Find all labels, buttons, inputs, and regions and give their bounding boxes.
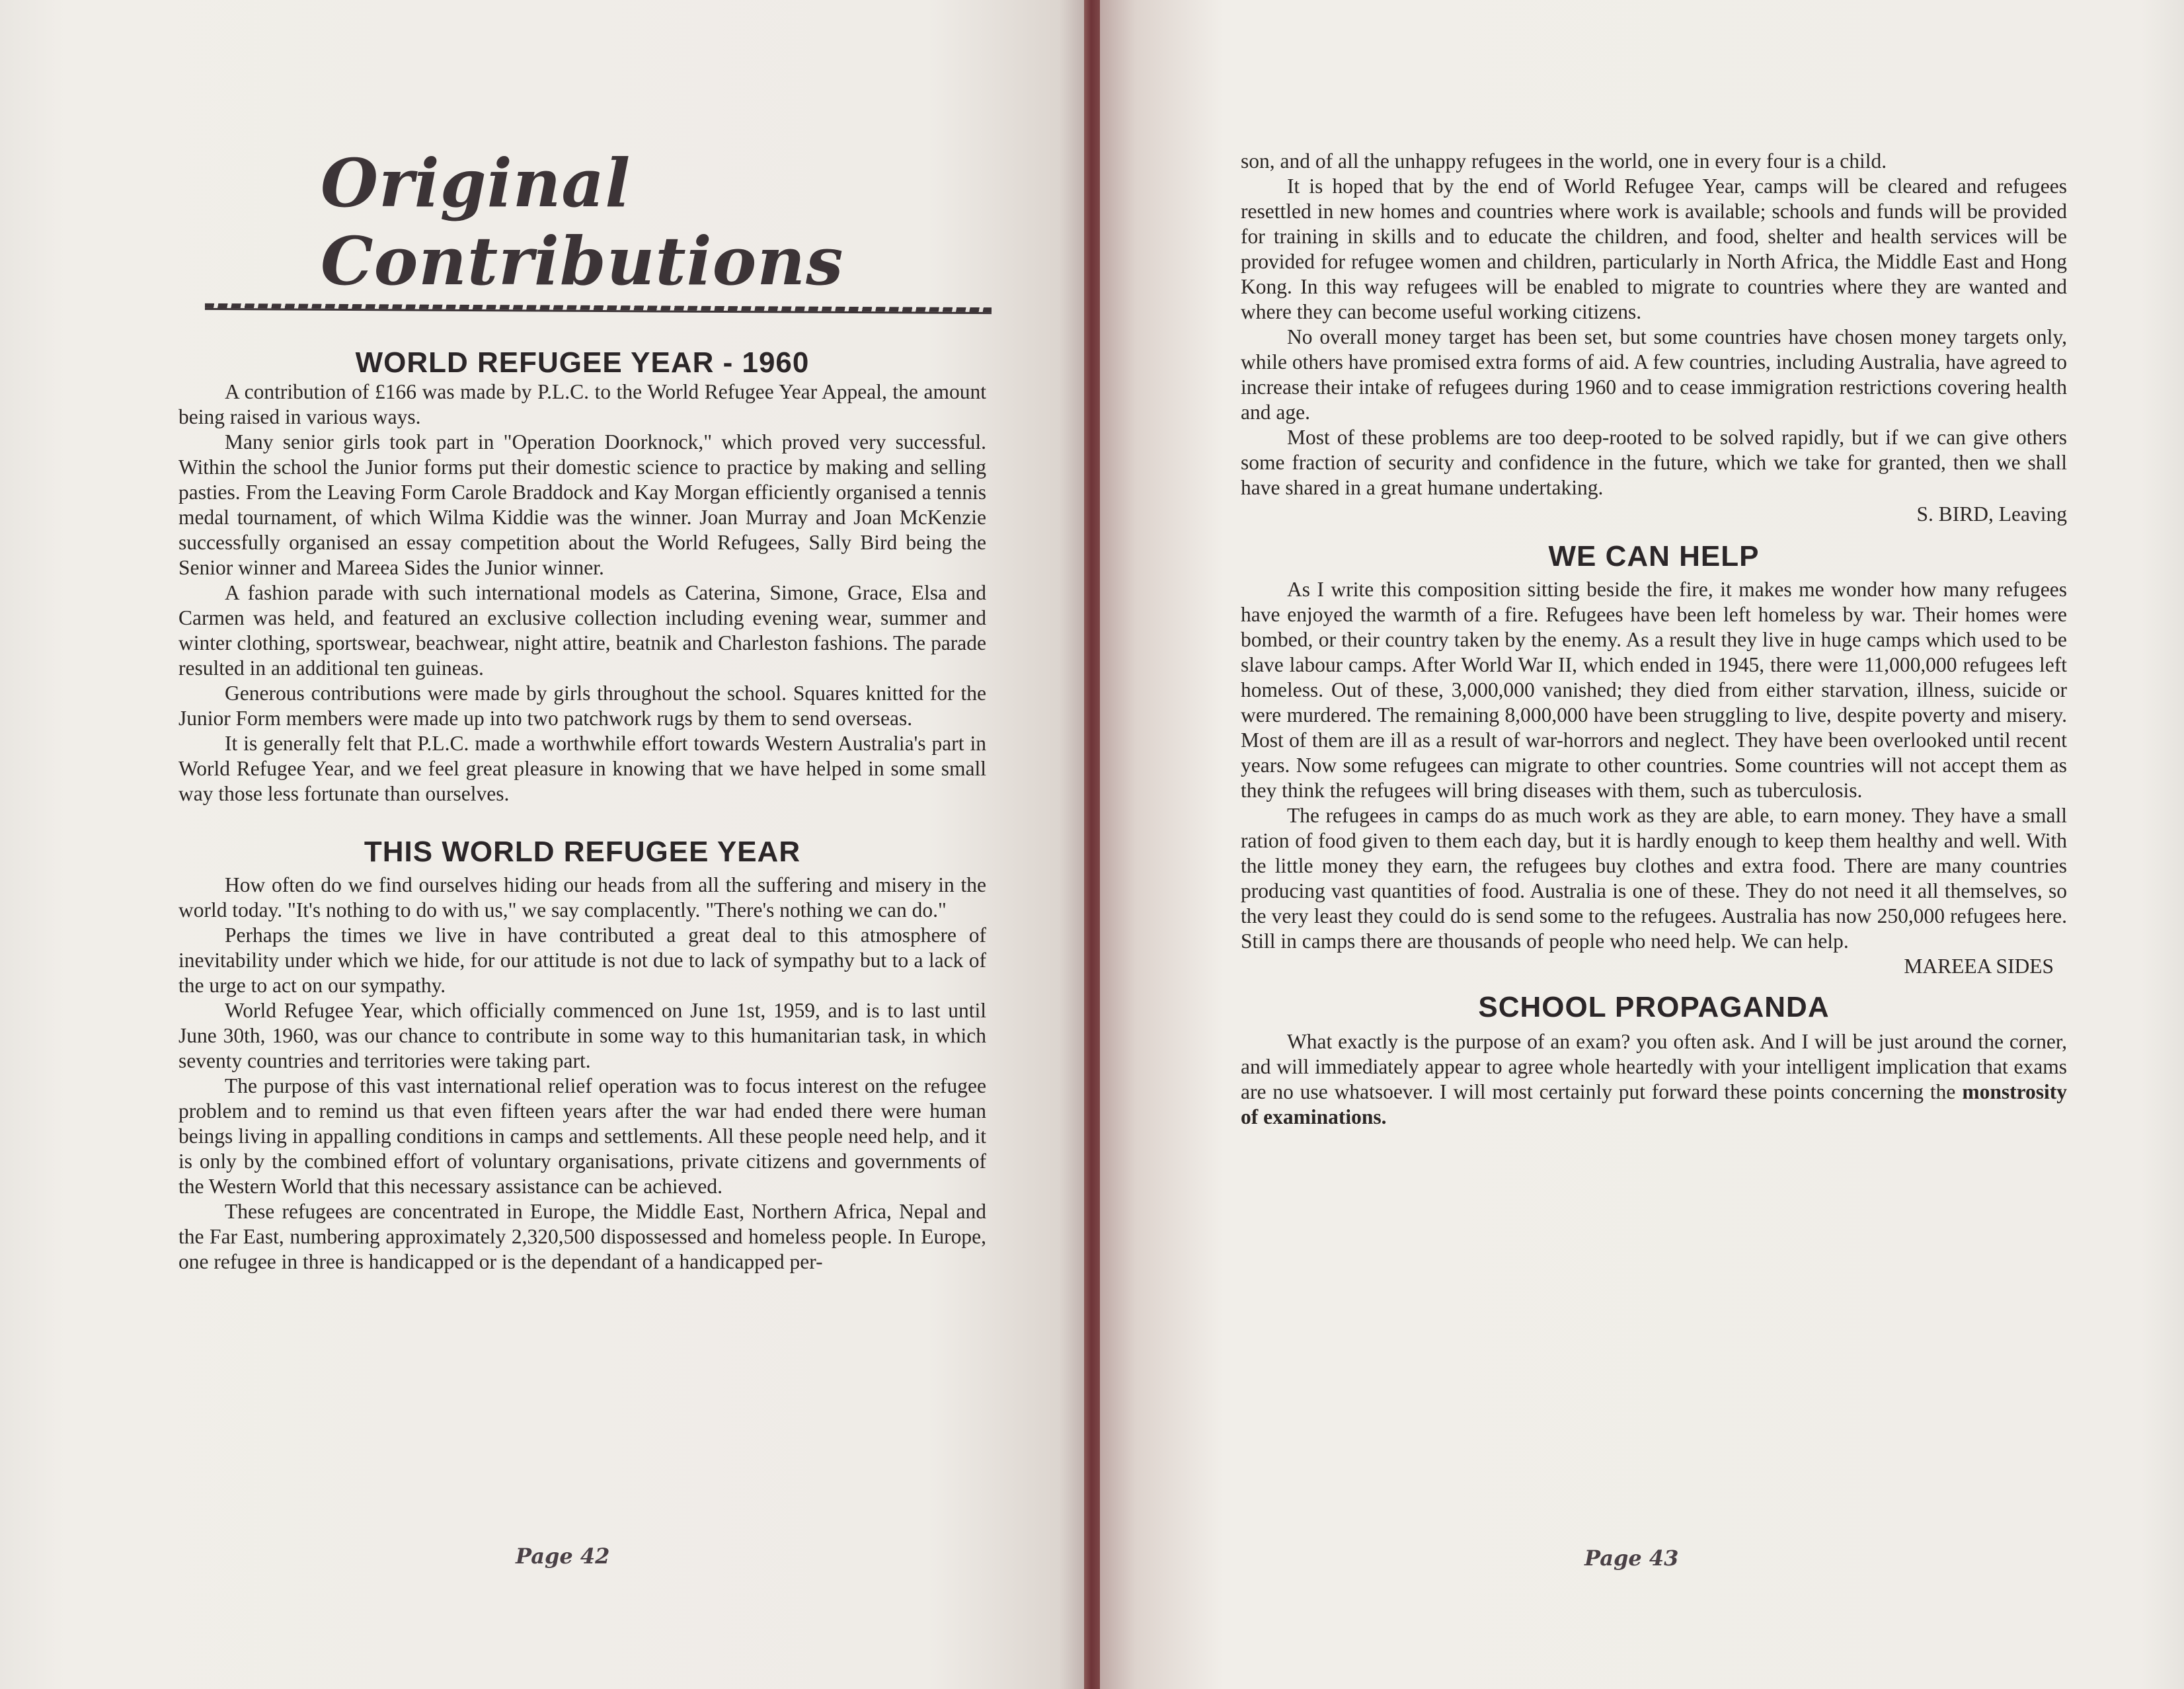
paragraph [1241, 1029, 2067, 1130]
section-heading: Original Contributions [321, 144, 844, 300]
page-number: Page 42 [516, 1544, 610, 1569]
paragraph: The purpose of this vast international relief operation was to focus interest on the refugee problem and to remind us that even fifteen years after the war had ended there were human beings living in appalling conditions in camps and settlements. All these people need help, and it is only by the combined effort of voluntary organisations, private citizens and governments of the Western World that this necessary assistance can be achieved. [178, 1074, 986, 1198]
paragraph: No overall money target has been set, but some countries have chosen money targets only, while others have promised extra forms of aid. A few countries, including Australia, have agreed to increase their intake of refugees during 1960 and to cease immigration restrictions covering health and age. [1241, 325, 2067, 424]
paragraph: How often do we find ourselves hiding our heads from all the suffering and misery in the world today. "It's nothing to do with us," we say complacently. "There's nothing we can do." [178, 873, 986, 922]
paragraph: As I write this composition sitting beside the fire, it makes me wonder how many refugees have enjoyed the warmth of a fire. Refugees have been left homeless by war. Their homes were bombed, or their country taken by the enemy. As a result they live in huge camps which used to be slave labour camps. After World War II, which ended in 1945, there were 11,000,000 refugees left homeless. Out of these, 3,000,000 vanished; they died from either starvation, illness, suicide or were murdered. The remaining 8,000,000 have been struggling to live, despite poverty and misery. Most of them are ill as a result of war-horrors and neglect. They have been overlooked until recent years. Now some refugees can migrate to other countries. Some countries will not accept them as they think the refugees will bring diseases with them, such as tuberculosis. [1241, 578, 2067, 802]
paragraph: Perhaps the times we live in have contributed a great deal to this atmosphere of inevitability under which we hide, for our attitude is not due to lack of sympathy but to a lack of the urge to act on our sympathy. [178, 923, 986, 997]
article-title-school-propaganda: SCHOOL PROPAGANDA [1478, 991, 1830, 1023]
article-title-world-refugee-year-1960: WORLD REFUGEE YEAR - 1960 [355, 346, 810, 379]
page-number: Page 43 [1584, 1546, 1679, 1571]
paragraph: Generous contributions were made by girls throughout the school. Squares knitted for the Junior Form members were made up into two patchwork rugs by them to send overseas. [178, 682, 986, 730]
paragraph: A contribution of £166 was made by P.L.C. to the World Refugee Year Appeal, the amount being raised in various ways. [178, 380, 986, 428]
right-column [1241, 149, 2067, 1130]
paragraph: The refugees in camps do as much work as they are able, to earn money. They have a small ration of food given to them each day, but it is hardly enough to keep them healthy and well. With the little money they earn, the refugees buy clothes and extra food. There are many countries producing vast quantities of food. Australia is one of these. They do not need it all themselves, so the very least they could do is send some to the refugees. Australia has now 250,000 refugees here. Still in camps there are thousands of people who need help. We can help. [1241, 804, 2067, 953]
article-title-we-can-help: WE CAN HELP [1548, 540, 1760, 572]
author-signature: S. BIRD, Leaving [1916, 502, 2067, 526]
left-column [178, 144, 986, 1275]
author-signature: MAREEA SIDES [1904, 955, 2054, 978]
paragraph-text: What exactly is the purpose of an exam? you often ask. And I will be just around the corner, and will immediately appear to agree whole heartedly with your intelligent implication that exams are no use whatsoever. I will most certainly put forward these points concerning the [1241, 1030, 2067, 1103]
paragraph: Many senior girls took part in "Operation Doorknock," which proved very successful. Within the school the Junior forms put their domestic science to practice by making and selling pasties. From the Leaving Form Carole Braddock and Kay Morgan efficiently organised a tennis medal tournament, of which Wilma Kiddie was the winner. Joan Murray and Joan McKenzie successfully organised an essay competition about the World Refugees, Sally Bird being the Senior winner and Mareea Sides the Junior winner. [178, 430, 986, 579]
emphasis-text: monstrosity of examinations. [1241, 1080, 2067, 1128]
paragraph: It is hoped that by the end of World Refugee Year, camps will be cleared and refugees resettled in new homes and countries where work is available; schools and funds will be provided for training in skills and to educate the children, and food, shelter and health services will be provided for refugee women and children, particularly in North Africa, the Middle East and Hong Kong. In this way refugees will be enabled to migrate to countries where they are wanted and where they can become useful working citizens. [1241, 175, 2067, 323]
book-gutter [1084, 0, 1100, 1689]
decorative-rule [205, 303, 992, 314]
paragraph: World Refugee Year, which officially commenced on June 1st, 1959, and is to last until June 30th, 1960, was our chance to contribute in some way to this humanitarian task, in which seventy countries and territories were taking part. [178, 999, 986, 1072]
paragraph: It is generally felt that P.L.C. made a worthwhile effort towards Western Australia's part in World Refugee Year, and we feel great pleasure in knowing that we have helped in some small way those less fortunate than ourselves. [178, 732, 986, 805]
paragraph: These refugees are concentrated in Europe, the Middle East, Northern Africa, Nepal and the Far East, numbering approximately 2,320,500 dispossessed and homeless people. In Europe, one refugee in three is handicapped or is the dependant of a handicapped per- [178, 1200, 986, 1273]
article-title-this-world-refugee-year: THIS WORLD REFUGEE YEAR [364, 836, 801, 868]
paragraph: A fashion parade with such international models as Caterina, Simone, Grace, Elsa and Carmen was held, and featured an exclusive collection including evening wear, summer and winter clothing, sportswear, beachwear, night attire, beatnik and Charleston fashions. The parade resulted in an additional ten guineas. [178, 581, 986, 680]
paragraph: son, and of all the unhappy refugees in the world, one in every four is a child. [1241, 149, 1887, 173]
right-page [1092, 0, 2184, 1689]
paragraph: Most of these problems are too deep-rooted to be solved rapidly, but if we can give others some fraction of security and confidence in the future, which we take for granted, then we shall have shared in a great humane undertaking. [1241, 426, 2067, 499]
